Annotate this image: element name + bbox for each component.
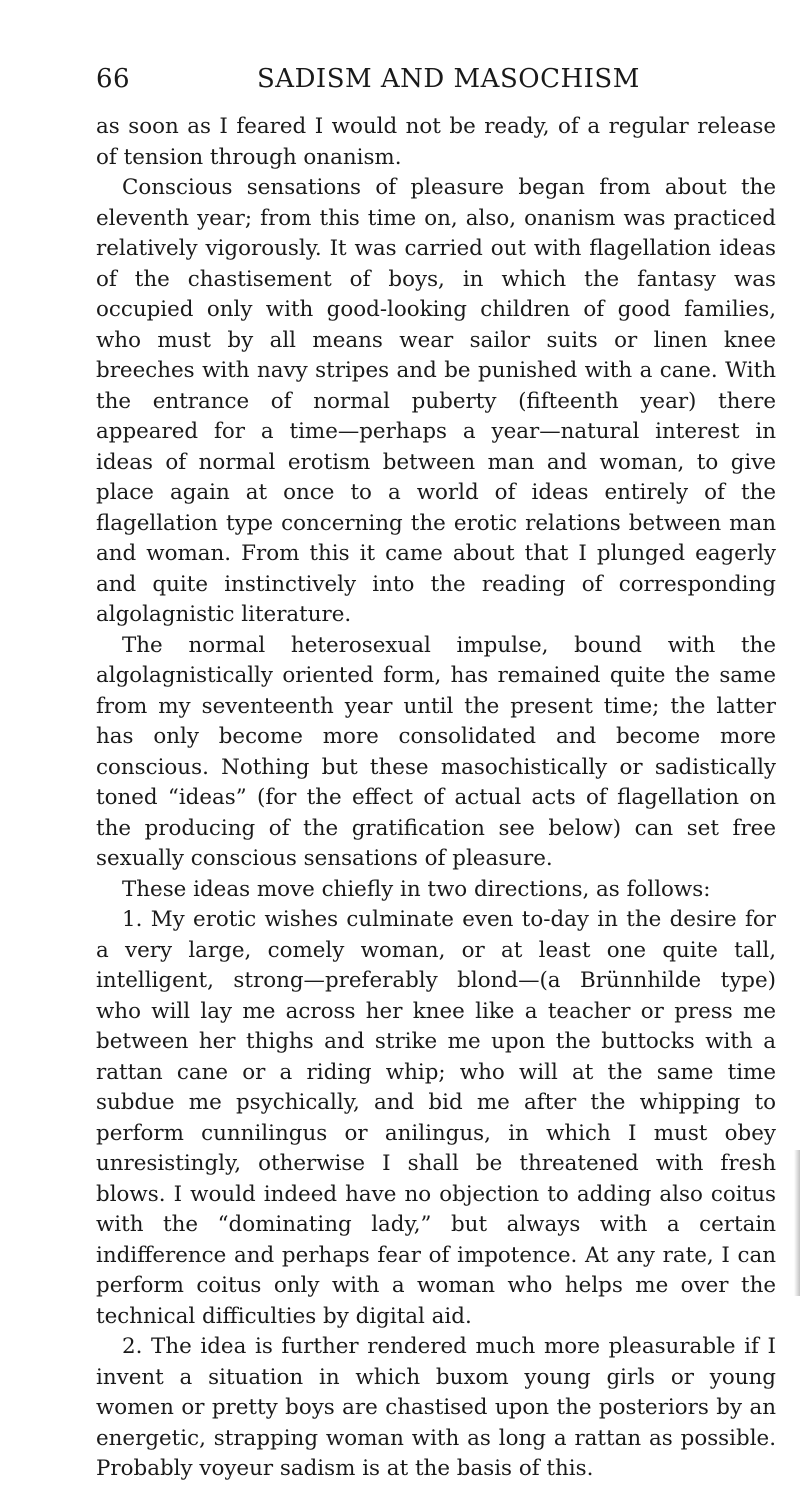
page-number: 66 bbox=[96, 64, 131, 94]
running-head bbox=[96, 64, 776, 104]
paragraph-continuation: as soon as I feared I would not be ready, of a regular release of tension through onanism. bbox=[96, 114, 776, 170]
paragraph: These ideas move chiefly in two directions, as follows: bbox=[122, 876, 711, 902]
page-edge-shadow bbox=[794, 1150, 800, 1296]
running-title: SADISM AND MASOCHISM bbox=[257, 64, 640, 94]
paragraph-item-1: 1. My erotic wishes culminate even to-day in the desire for a very large, comely woman, or at least one quite tall, intelligent, strong—preferably blond—(a Brünnhilde type) who will lay me across her knee like a teacher or press me between her thighs and strike me upon the buttocks with a rattan cane or a riding whip; who will at the same time subdue me psychically, and bid me after the whipping to perform cunnilingus or anilingus, in which I must obey unresistingly, otherwise I shall be threatened with fresh blows. I would indeed have no objection to adding also coitus with the “dominating lady,” but always with a certain indifference and perhaps fear of impotence. At any rate, I can perform coitus only with a woman who helps me over the technical difficulties by digital aid. bbox=[96, 907, 776, 1329]
book-page bbox=[96, 64, 776, 1485]
paragraph: Conscious sensations of pleasure began from about the eleventh year; from this time on, also, onanism was practiced relatively vigorously. It was carried out with flagellation ideas of the chastisement of boys, in which the fantasy was occupied only with good-looking children of good families, who must by all means wear sailor suits or linen knee breeches with navy stripes and be punished with a cane. With the entrance of normal puberty (fifteenth year) there appeared for a time—perhaps a year—natural interest in ideas of normal erotism between man and woman, to give place again at once to a world of ideas entirely of the flagellation type concerning the erotic relations between man and woman. From this it came about that I plunged eagerly and quite instinctively into the reading of corresponding algolagnistic literature. bbox=[96, 175, 776, 627]
paragraph: The normal heterosexual impulse, bound with the algolagnistically oriented form, has remained quite the same from my seventeenth year until the present time; the latter has only become more consolidated and become more conscious. Nothing but these masochistically or sadistically toned “ideas” (for the effect of actual acts of flagellation on the producing of the gratification see below) can set free sexually conscious sensations of pleasure. bbox=[96, 632, 776, 871]
paragraph-item-2: 2. The idea is further rendered much more pleasurable if I invent a situation in which buxom young girls or young women or pretty boys are chastised upon the posteriors by an energetic, strapping woman with as long a rattan as possible. Probably voyeur sadism is at the basis of this. bbox=[96, 1334, 776, 1481]
body-text bbox=[96, 112, 776, 1485]
